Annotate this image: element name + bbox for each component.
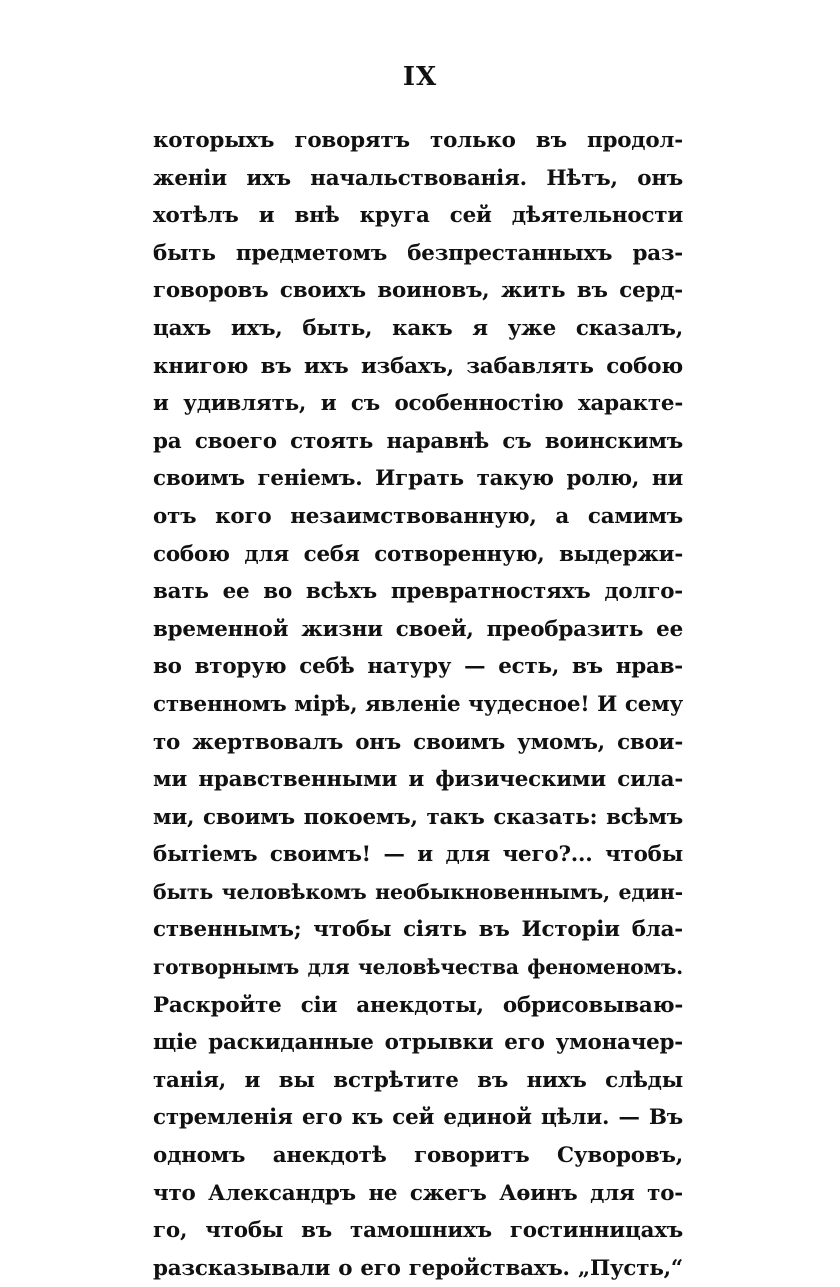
text-line: щіе раскиданные отрывки его умоначер-	[153, 1030, 683, 1056]
text-line: Раскройте сіи анекдоты, обрисовываю-	[153, 992, 683, 1018]
text-line: быть человѣкомъ необыкновеннымъ, един-	[153, 879, 683, 904]
text-line: своимъ геніемъ. Играть такую ролю, ни	[153, 466, 683, 492]
text-line: говоровъ своихъ воиновъ, жить въ серд-	[153, 278, 683, 304]
text-line: то жертвовалъ онъ своимъ умомъ, свои-	[153, 729, 683, 755]
text-line: ми нравственными и физическими сила-	[153, 767, 683, 793]
text-line: которыхъ говорятъ только въ продол-	[153, 128, 683, 153]
page-number: IX	[402, 62, 438, 92]
text-line: во вторую себѣ натуру — есть, въ нрав-	[153, 654, 683, 680]
text-line: ми, своимъ покоемъ, такъ сказать: всѣмъ	[153, 804, 683, 830]
text-line: и удивлять, и съ особенностію характе-	[153, 391, 683, 417]
text-line: разсказывали о его геройствахъ. „Пусть,“	[153, 1255, 683, 1281]
text-line: женіи ихъ начальствованія. Нѣтъ, онъ	[153, 165, 683, 191]
text-line: стремленія его къ сей единой цѣли. — Въ	[153, 1105, 683, 1131]
text-line: ра своего стоять наравнѣ съ воинскимъ	[153, 428, 683, 454]
text-line: быть предметомъ безпрестанныхъ раз-	[153, 240, 683, 266]
text-line: го, чтобы въ тамошнихъ гостинницахъ	[153, 1218, 683, 1244]
text-line: книгою въ ихъ избахъ, забавлять собою	[153, 353, 683, 379]
text-line: вать ее во всѣхъ превратностяхъ долго-	[153, 579, 683, 605]
text-line: одномъ анекдотѣ говоритъ Суворовъ,	[153, 1143, 683, 1169]
body-text	[153, 122, 683, 1287]
text-line: хотѣлъ и внѣ круга сей дѣятельности	[153, 203, 683, 229]
text-line: ственномъ мірѣ, явленіе чудесное! И сему	[153, 691, 683, 717]
text-line: собою для себя сотворенную, выдержи-	[153, 541, 683, 567]
text-line: что Александръ не сжегъ Аѳинъ для то-	[153, 1180, 683, 1206]
text-line: цахъ ихъ, быть, какъ я уже сказалъ,	[153, 315, 683, 341]
text-line: танія, и вы встрѣтите въ нихъ слѣды	[153, 1067, 683, 1093]
text-line: отъ кого незаимствованную, а самимъ	[153, 503, 683, 529]
text-line: готворнымъ для человѣчества феноменомъ.	[153, 955, 683, 980]
text-line: бытіемъ своимъ! — и для чего?... чтобы	[153, 842, 683, 868]
text-line: временной жизни своей, преобразить ее	[153, 616, 683, 642]
text-line: ственнымъ; чтобы сіять въ Исторіи бла-	[153, 917, 683, 943]
